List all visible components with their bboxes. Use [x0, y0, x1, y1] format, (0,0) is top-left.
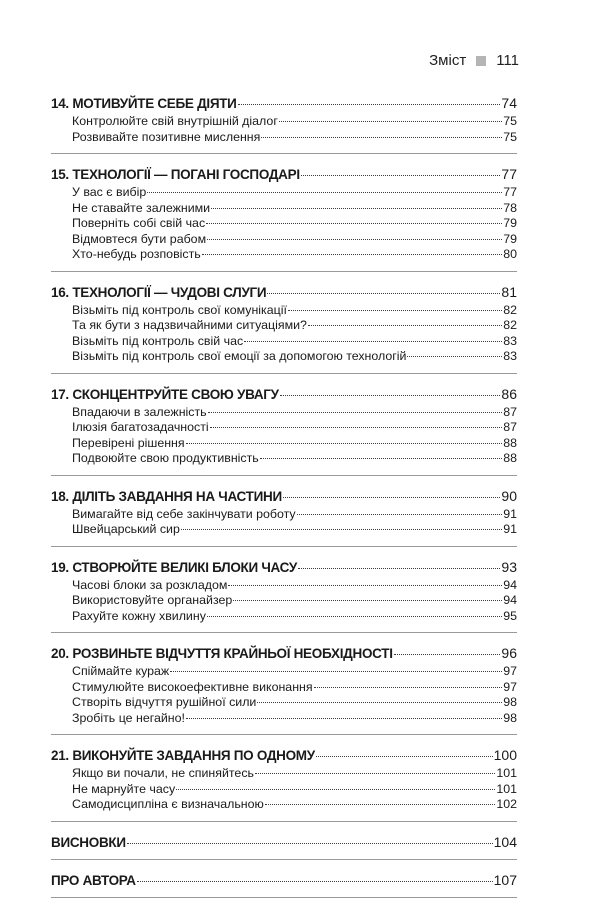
toc-chapter — [51, 831, 517, 860]
chapter-page-number: 104 — [493, 833, 517, 850]
section-entry[interactable] — [51, 664, 517, 680]
dot-leader — [301, 175, 501, 176]
section-page-number: 75 — [503, 114, 517, 128]
section-page-number: 83 — [503, 349, 517, 363]
dot-leader — [316, 756, 493, 757]
dot-leader — [238, 104, 501, 105]
section-title: Поверніть собі свій час — [72, 216, 206, 230]
section-entry[interactable] — [51, 695, 517, 711]
section-page-number: 80 — [503, 247, 517, 261]
dot-leader — [210, 427, 503, 428]
chapter-entry[interactable] — [51, 281, 517, 303]
section-page-number: 82 — [503, 302, 517, 317]
chapter-entry[interactable] — [51, 383, 517, 405]
chapter-entry[interactable] — [51, 744, 517, 766]
section-page-number: 102 — [496, 797, 517, 811]
section-entry[interactable] — [51, 522, 517, 538]
section-entry[interactable] — [51, 303, 517, 319]
section-title: Візьміть під контроль свої емоції за допомогою технологій — [72, 349, 407, 363]
section-page-number: 97 — [503, 679, 517, 694]
dot-leader — [297, 514, 503, 515]
section-page-number: 94 — [503, 593, 517, 607]
dot-leader — [181, 529, 502, 530]
chapter-page-number: 81 — [501, 283, 517, 300]
chapter-title: 19. СТВОРЮЙТЕ ВЕЛИКІ БЛОКИ ЧАСУ — [51, 559, 297, 575]
section-title: Хто-небудь розповість — [72, 247, 201, 261]
chapter-title: 16. ТЕХНОЛОГІЇ — ЧУДОВІ СЛУГИ — [51, 284, 267, 300]
section-page-number: 87 — [503, 420, 517, 434]
dot-leader — [176, 789, 495, 790]
section-title: Швейцарський сир — [72, 522, 180, 536]
section-title: Спіймайте кураж — [72, 664, 170, 678]
section-page-number: 88 — [503, 435, 517, 450]
section-page-number: 101 — [496, 781, 517, 796]
separator-square — [476, 56, 486, 66]
section-title: Рахуйте кожну хвилину — [72, 608, 206, 623]
chapter-page-number: 74 — [501, 95, 517, 111]
dot-leader — [314, 687, 503, 688]
section-page-number: 79 — [503, 216, 517, 230]
chapter-entry[interactable] — [51, 831, 517, 853]
section-entry[interactable] — [51, 201, 517, 217]
section-title: Відмовтеся бути рабом — [72, 231, 207, 246]
chapter-title: ВИСНОВКИ — [51, 834, 126, 850]
section-entry[interactable] — [51, 216, 517, 232]
dot-leader — [255, 773, 495, 774]
section-title: Ілюзія багатозадачності — [72, 420, 209, 434]
dot-leader — [407, 356, 502, 357]
section-page-number: 91 — [503, 506, 517, 521]
section-title: Контролюйте свій внутрішній діалог — [72, 114, 278, 128]
section-entry[interactable] — [51, 451, 517, 467]
section-entry[interactable] — [51, 609, 517, 625]
chapter-page-number: 100 — [493, 747, 517, 763]
section-entry[interactable] — [51, 680, 517, 696]
section-title: Часові блоки за розкладом — [72, 577, 228, 592]
section-page-number: 88 — [503, 451, 517, 465]
section-title: Перевірені рішення — [72, 435, 185, 450]
section-entry[interactable] — [51, 507, 517, 523]
toc-chapter — [51, 869, 517, 898]
dot-leader — [394, 654, 501, 655]
section-page-number: 77 — [503, 185, 517, 199]
dot-leader — [186, 718, 502, 719]
section-page-number: 101 — [496, 766, 517, 780]
section-entry[interactable] — [51, 318, 517, 334]
chapter-page-number: 90 — [501, 487, 517, 504]
dot-leader — [260, 458, 502, 459]
dot-leader — [261, 137, 502, 138]
section-page-number: 79 — [503, 231, 517, 246]
chapter-page-number: 86 — [501, 385, 517, 402]
chapter-title: 20. РОЗВИНЬТЕ ВІДЧУТТЯ КРАЙНЬОЇ НЕОБХІДНОСТІ — [51, 646, 393, 661]
section-page-number: 75 — [503, 129, 517, 144]
section-entry[interactable] — [51, 782, 517, 798]
section-entry[interactable] — [51, 766, 517, 782]
chapter-entry[interactable] — [51, 485, 517, 507]
section-entry[interactable] — [51, 334, 517, 350]
section-page-number: 95 — [503, 608, 517, 623]
chapter-page-number: 93 — [501, 558, 517, 575]
dot-leader — [288, 310, 502, 311]
dot-leader — [308, 325, 502, 326]
chapter-page-number: 96 — [501, 645, 517, 661]
section-entry[interactable] — [51, 247, 517, 263]
chapter-title: 14. МОТИВУЙТЕ СЕБЕ ДІЯТИ — [51, 96, 237, 111]
toc-chapter — [51, 744, 517, 822]
chapter-entry[interactable] — [51, 869, 517, 891]
chapter-entry[interactable] — [51, 92, 517, 114]
section-title: Впадаючи в залежність — [72, 404, 207, 419]
section-page-number: 98 — [503, 695, 517, 709]
section-entry[interactable] — [51, 114, 517, 130]
toc-chapter — [51, 485, 517, 547]
section-title: Подвоюйте свою продуктивність — [72, 451, 259, 465]
section-page-number: 97 — [503, 664, 517, 678]
chapter-entry[interactable] — [51, 642, 517, 664]
dot-leader — [233, 600, 502, 601]
dot-leader — [257, 702, 502, 703]
section-title: Вимагайте від себе закінчувати роботу — [72, 506, 296, 521]
section-page-number: 87 — [503, 404, 517, 419]
chapter-entry[interactable] — [51, 556, 517, 578]
section-title: Самодисципліна є визначальною — [72, 797, 264, 811]
section-title: Не ставайте залежними — [72, 200, 211, 215]
section-page-number: 78 — [503, 200, 517, 215]
dot-leader — [211, 208, 502, 209]
dot-leader — [228, 585, 502, 586]
toc-chapter — [51, 92, 517, 154]
section-title: Стимулюйте високоефективне виконання — [72, 679, 313, 694]
section-title: У вас є вибір — [72, 185, 147, 199]
dot-leader — [127, 843, 493, 844]
section-page-number: 94 — [503, 577, 517, 592]
section-page-number: 82 — [503, 318, 517, 332]
section-entry[interactable] — [51, 436, 517, 452]
section-title: Якщо ви почали, не спиняйтесь — [72, 766, 254, 780]
section-title: Не марнуйте часу — [72, 781, 176, 796]
dot-leader — [279, 121, 502, 122]
section-title: Використовуйте органайзер — [72, 593, 233, 607]
dot-leader — [265, 804, 495, 805]
section-entry[interactable] — [51, 130, 517, 146]
dot-leader — [206, 223, 502, 224]
section-entry[interactable] — [51, 578, 517, 594]
section-title: Розвивайте позитивне мислення — [72, 129, 261, 144]
toc-chapter — [51, 556, 517, 634]
section-title: Та як бути з надзвичайними ситуаціями? — [72, 318, 307, 332]
section-page-number: 83 — [503, 333, 517, 348]
toc-chapter — [51, 163, 517, 272]
chapter-page-number: 107 — [493, 871, 517, 888]
chapter-title: 15. ТЕХНОЛОГІЇ — ПОГАНІ ГОСПОДАРІ — [51, 167, 300, 182]
dot-leader — [202, 254, 502, 255]
dot-leader — [244, 341, 502, 342]
chapter-title: 18. ДІЛІТЬ ЗАВДАННЯ НА ЧАСТИНИ — [51, 488, 282, 504]
dot-leader — [137, 881, 493, 882]
section-page-number: 91 — [503, 522, 517, 536]
running-header — [429, 52, 519, 69]
toc-chapter — [51, 281, 517, 374]
section-title: Зміст — [429, 52, 467, 69]
section-entry[interactable] — [51, 711, 517, 727]
section-entry[interactable] — [51, 797, 517, 813]
dot-leader — [283, 497, 501, 498]
chapter-page-number: 77 — [501, 166, 517, 182]
dot-leader — [207, 239, 502, 240]
toc-chapter — [51, 383, 517, 476]
chapter-title: 17. СКОНЦЕНТРУЙТЕ СВОЮ УВАГУ — [51, 386, 279, 402]
dot-leader — [207, 616, 502, 617]
toc-chapter — [51, 642, 517, 735]
dot-leader — [208, 412, 503, 413]
section-entry[interactable] — [51, 232, 517, 248]
dot-leader — [280, 395, 501, 396]
chapter-entry[interactable] — [51, 163, 517, 185]
dot-leader — [170, 671, 502, 672]
dot-leader — [298, 568, 500, 569]
dot-leader — [186, 443, 503, 444]
chapter-title: ПРО АВТОРА — [51, 872, 136, 888]
dot-leader — [147, 192, 502, 193]
section-entry[interactable] — [51, 593, 517, 609]
section-entry[interactable] — [51, 420, 517, 436]
section-title: Зробіть це негайно! — [72, 710, 185, 725]
table-of-contents — [51, 92, 517, 907]
section-title: Візьміть під контроль свої комунікації — [72, 302, 287, 317]
section-entry[interactable] — [51, 349, 517, 365]
chapter-title: 21. ВИКОНУЙТЕ ЗАВДАННЯ ПО ОДНОМУ — [51, 748, 315, 763]
page-number: 111 — [496, 52, 519, 69]
section-entry[interactable] — [51, 185, 517, 201]
section-title: Створіть відчуття рушійної сили — [72, 695, 257, 709]
section-entry[interactable] — [51, 405, 517, 421]
section-page-number: 98 — [503, 710, 517, 725]
section-title: Візьміть під контроль свій час — [72, 333, 244, 348]
dot-leader — [267, 293, 500, 294]
